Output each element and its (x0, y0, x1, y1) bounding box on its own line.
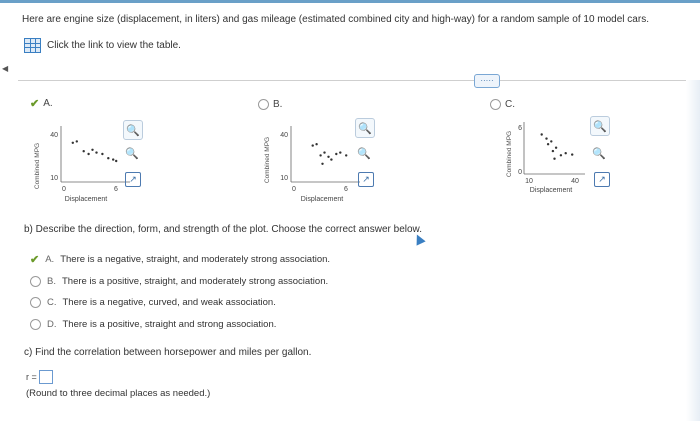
cursor-pointer-icon (412, 232, 425, 245)
scatter-point (330, 158, 332, 160)
top-accent-bar (0, 0, 700, 3)
scatter-point (339, 151, 341, 153)
more-options-button[interactable]: ····· (474, 74, 500, 88)
answer-text: There is a negative, curved, and weak association. (62, 297, 276, 308)
x-tick-left: 0 (62, 186, 66, 193)
answer-option-c[interactable] (30, 297, 276, 308)
part-c-question: c) Find the correlation between horsepower and miles per gallon. (24, 347, 312, 358)
radio-button[interactable] (490, 99, 501, 110)
scatter-point (112, 158, 114, 160)
check-icon: ✔ (30, 254, 40, 266)
y-tick-bottom: 10 (280, 175, 288, 182)
zoom-out-icon[interactable]: 🔍 (125, 147, 139, 160)
answer-letter: C. (47, 297, 57, 308)
scatter-point (541, 133, 543, 135)
question-intro: Here are engine size (displacement, in liters) and gas mileage (estimated combined city and high-way) for a random sample of 10 model cars. (22, 14, 649, 25)
graph-option-a[interactable] (30, 97, 53, 110)
scatter-point (315, 143, 317, 145)
scroll-edge (686, 80, 700, 421)
answer-text: There is a positive, straight and strong association. (62, 319, 277, 330)
part-b-question: b) Describe the direction, form, and strength of the plot. Choose the correct answer below. (24, 224, 422, 235)
scatter-point (91, 149, 93, 151)
y-tick-top: 40 (50, 132, 58, 139)
y-axis-label: Combined MPG (264, 136, 271, 184)
answer-letter: D. (47, 319, 57, 330)
x-axis-label: Displacement (529, 187, 573, 194)
scatter-point (101, 153, 103, 155)
rounding-note: (Round to three decimal places as needed.) (26, 388, 211, 399)
x-axis-label: Displacement (64, 196, 108, 203)
graph-option-a-plot (30, 116, 135, 208)
graph-option-b-plot (260, 116, 365, 208)
radio-button[interactable] (30, 297, 41, 308)
y-axis-label: Combined MPG (34, 142, 41, 190)
y-tick-bottom: 0 (518, 169, 522, 176)
scatter-point (553, 158, 555, 160)
answer-letter: A. (45, 254, 55, 265)
zoom-in-icon[interactable]: 🔍 (590, 116, 610, 136)
answer-option-d[interactable] (30, 319, 276, 330)
correlation-answer-row (26, 370, 53, 384)
view-table-link[interactable] (24, 38, 181, 53)
y-tick-top: 40 (280, 132, 288, 139)
check-icon: ✔ (30, 98, 40, 110)
scatter-point (552, 150, 554, 152)
view-table-link-label: Click the link to view the table. (47, 40, 181, 51)
scatter-point (560, 154, 562, 156)
r-label: r = (26, 372, 37, 382)
correlation-input[interactable] (39, 370, 53, 384)
x-axis-label: Displacement (300, 196, 344, 203)
graph-option-c-plot (493, 116, 598, 208)
scatter-point (545, 137, 547, 139)
answer-option-b[interactable] (30, 276, 328, 287)
answer-letter: B. (47, 276, 56, 287)
x-tick-left: 0 (292, 186, 296, 193)
scatter-point (87, 153, 89, 155)
scatter-point (555, 147, 557, 149)
radio-button[interactable] (30, 276, 41, 287)
scatter-point (107, 157, 109, 159)
zoom-in-icon[interactable]: 🔍 (355, 118, 375, 138)
scatter-point (115, 160, 117, 162)
graph-option-b-letter: B. (273, 99, 283, 110)
table-icon (24, 38, 41, 53)
scatter-point (95, 151, 97, 153)
scatter-point (571, 153, 573, 155)
x-tick-right: 6 (114, 186, 118, 193)
answer-text: There is a positive, straight, and moderately strong association. (61, 276, 329, 287)
zoom-in-icon[interactable]: 🔍 (123, 120, 143, 140)
external-link-icon[interactable]: ↗ (125, 172, 141, 187)
scatter-point (547, 143, 549, 145)
graph-option-b[interactable] (258, 99, 282, 110)
graph-option-c-letter: C. (505, 99, 515, 110)
scatter-point (312, 144, 314, 146)
scatter-point (83, 150, 85, 152)
x-tick-left: 10 (525, 178, 533, 185)
scatter-point (323, 151, 325, 153)
radio-button[interactable] (258, 99, 269, 110)
answer-option-a[interactable] (30, 253, 330, 266)
scatter-point (335, 153, 337, 155)
graph-option-c[interactable] (490, 99, 515, 110)
scatter-point (565, 152, 567, 154)
zoom-out-icon[interactable]: 🔍 (357, 147, 371, 160)
x-tick-right: 40 (571, 178, 579, 185)
scatter-point (327, 156, 329, 158)
radio-button[interactable] (30, 319, 41, 330)
y-axis-label: Combined MPG (506, 130, 513, 178)
collapse-arrow-icon[interactable]: ◀ (2, 64, 9, 73)
zoom-out-icon[interactable]: 🔍 (592, 147, 606, 160)
scatter-point (321, 163, 323, 165)
scatter-point (550, 140, 552, 142)
scatter-point (319, 154, 321, 156)
y-tick-bottom: 10 (50, 175, 58, 182)
y-tick-top: 6 (518, 125, 522, 132)
scatter-point (345, 154, 347, 156)
external-link-icon[interactable]: ↗ (594, 172, 610, 187)
scatter-point (72, 142, 74, 144)
x-tick-right: 6 (344, 186, 348, 193)
section-divider (18, 80, 700, 81)
external-link-icon[interactable]: ↗ (358, 172, 374, 187)
scatter-point (76, 140, 78, 142)
answer-text: There is a negative, straight, and moderately strong association. (60, 254, 331, 265)
graph-option-a-letter: A. (43, 98, 53, 109)
